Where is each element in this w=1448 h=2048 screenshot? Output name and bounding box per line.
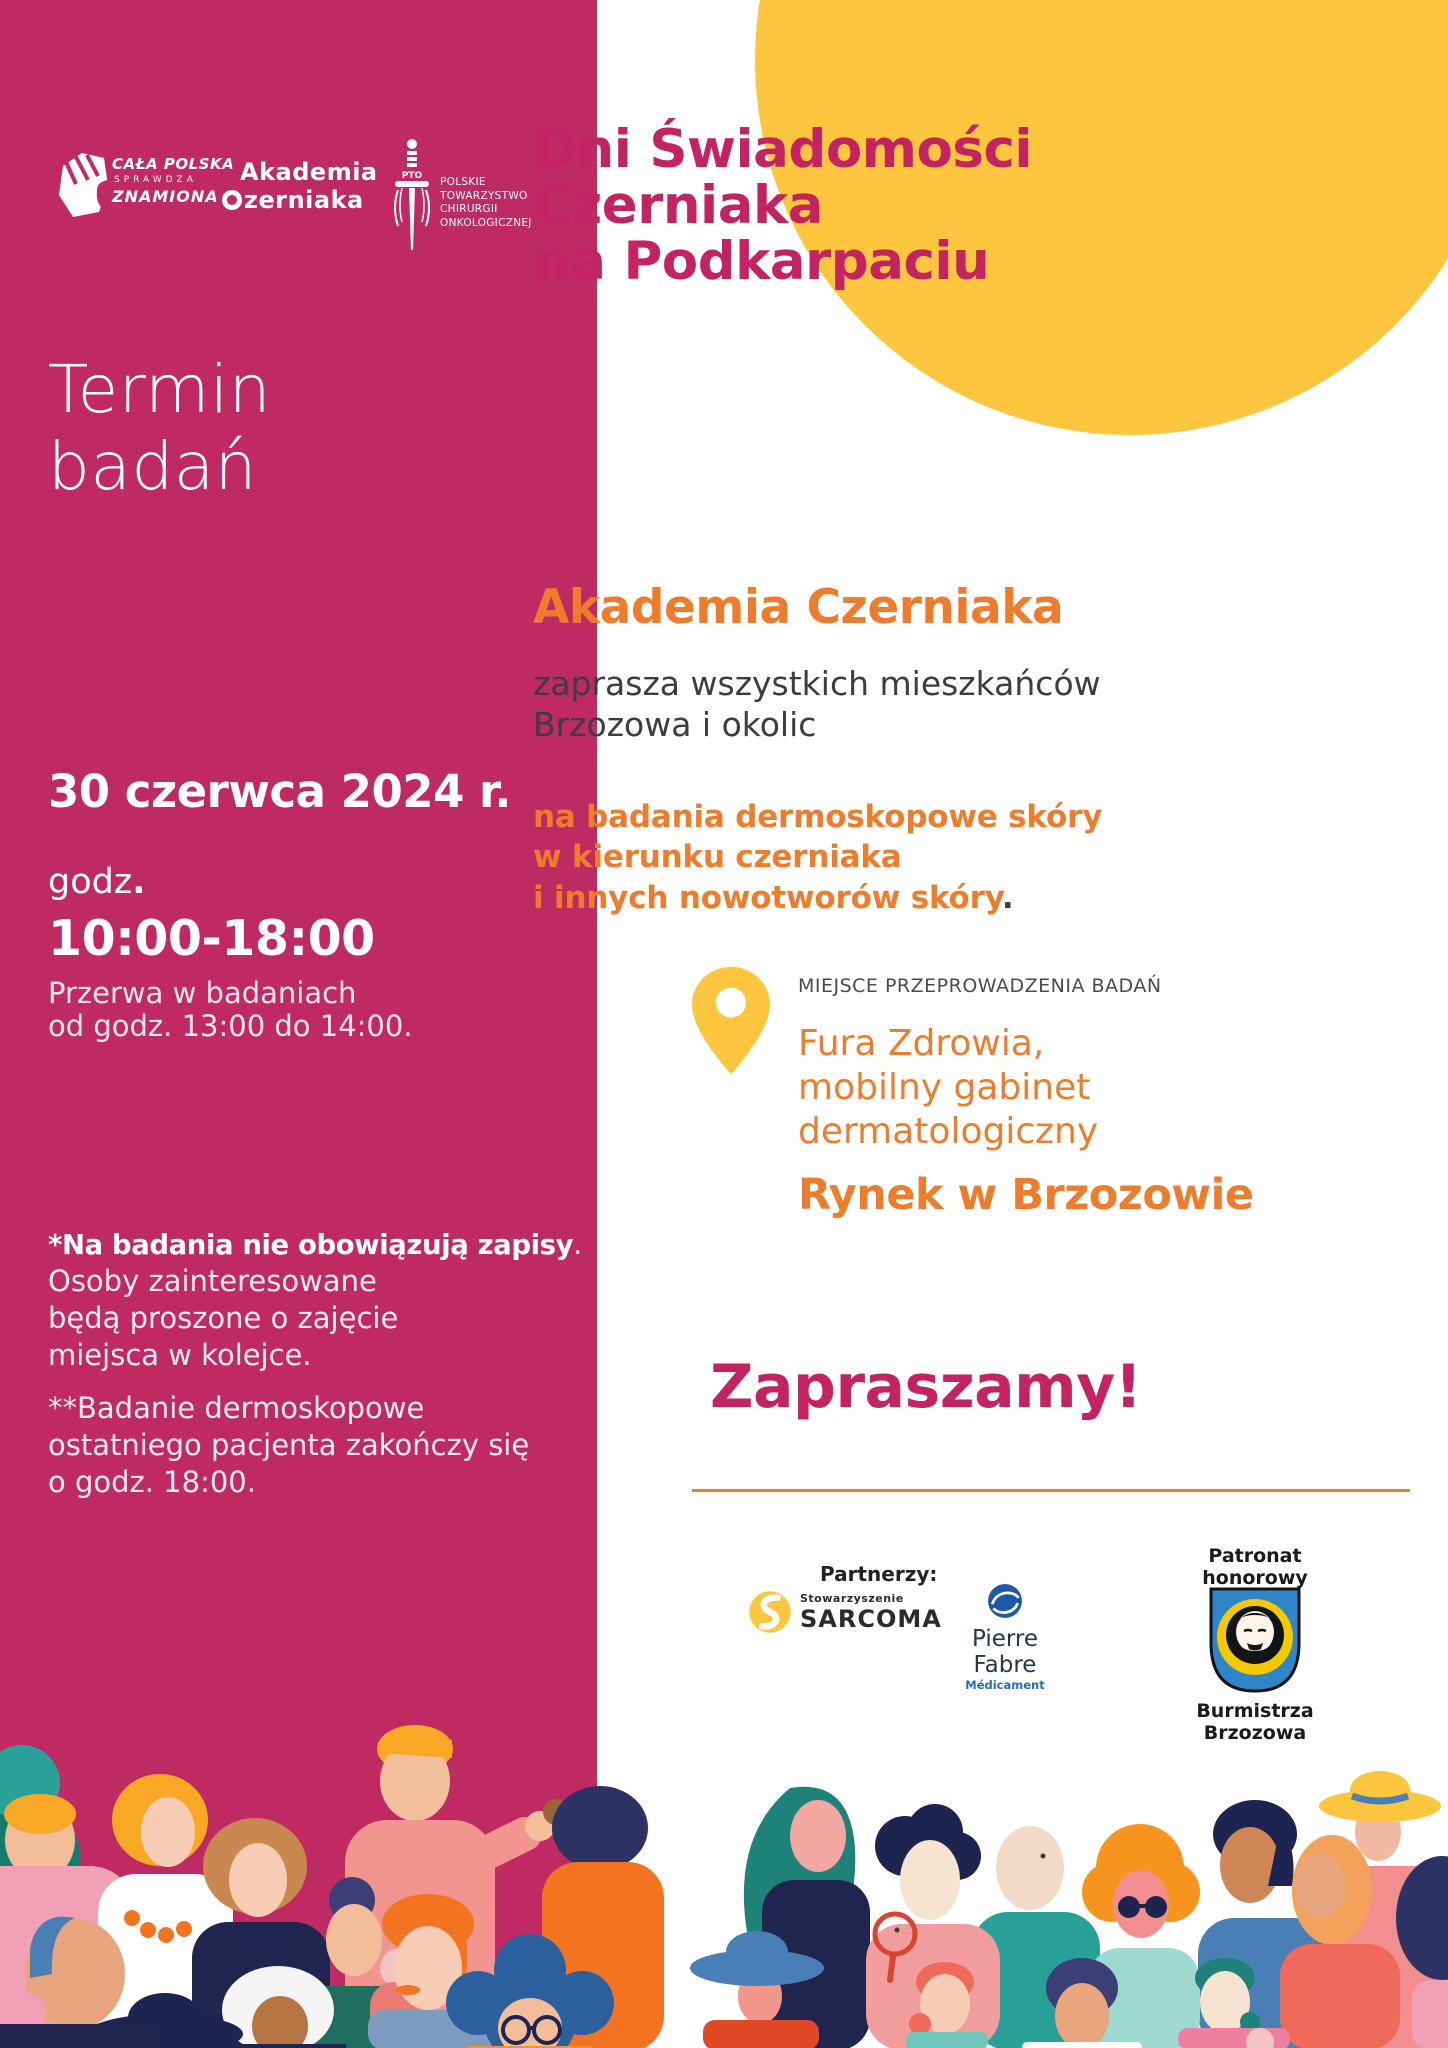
- note-no-registration: *Na badania nie obowiązują zapisy. Osoby zainteresowane będą proszone o zajęcie miejsca w kolejce.: [48, 1227, 583, 1372]
- note-last-patient: **Badanie dermoskopowe ostatniego pacjenta zakończy się o godz. 18:00.: [48, 1391, 530, 1499]
- page-title: Dni Świadomości Czerniaka na Podkarpaciu: [533, 119, 1033, 293]
- location-name: Fura Zdrowia, mobilny gabinet dermatologiczny: [798, 1023, 1099, 1152]
- exam-description: na badania dermoskopowe skóry w kierunku czerniaka i innych nowotworów skóry.: [533, 799, 1103, 916]
- poland-map-znamiona-icon: [56, 150, 110, 220]
- crowd-illustration: [0, 1618, 1448, 2048]
- logo-pierre-fabre: Pierre Fabre Médicament: [940, 1583, 1070, 1692]
- heading-termin-badan: Termin badań: [48, 351, 272, 505]
- logo-cala-polska-sprawdza-znamiona: [112, 155, 234, 206]
- closing-zapraszamy: Zapraszamy!: [710, 1352, 1142, 1422]
- pto-sword-icon: [390, 138, 434, 256]
- logo-pto-text: POLSKIE TOWARZYSTWO CHIRURGII ONKOLOGICZNEJ: [440, 176, 532, 229]
- dermatoscope-ring-icon: [222, 190, 242, 210]
- location-pin-icon: [692, 966, 770, 1088]
- exam-hours: 10:00-18:00: [48, 910, 375, 967]
- subtitle-akademia-czerniaka: Akademia Czerniaka: [533, 580, 1064, 635]
- time-label: godz.: [48, 862, 146, 902]
- pierre-fabre-icon: [987, 1583, 1023, 1619]
- break-note: Przerwa w badaniach od godz. 13:00 do 14:00.: [48, 976, 413, 1044]
- znamiona-line3: ZNAMIONA: [112, 187, 219, 206]
- akademia-line2: zerniaka: [222, 186, 378, 214]
- svg-text:PTO: PTO: [401, 171, 423, 181]
- location-label: MIEJSCE PRZEPROWADZENIA BADAŃ: [798, 975, 1162, 997]
- znamiona-line2: SPRAWDZA: [114, 175, 197, 185]
- znamiona-line1: CAŁA POLSKA: [112, 155, 235, 173]
- sarcoma-text: Stowarzyszenie SARCOMA: [800, 1591, 942, 1633]
- location-venue: Rynek w Brzozowie: [798, 1170, 1254, 1220]
- patronage-holder: Burmistrza Brzozowa: [1196, 1700, 1314, 1744]
- partners-label: Partnerzy:: [820, 1562, 938, 1586]
- akademia-line1: Akademia: [240, 158, 378, 186]
- exam-date: 30 czerwca 2024 r.: [48, 765, 511, 818]
- invitation-text: zaprasza wszystkich mieszkańców Brzozowa i okolic: [533, 664, 1101, 744]
- patronage-label: Patronat honorowy: [1202, 1545, 1308, 1589]
- orange-divider-line: [692, 1489, 1410, 1492]
- logo-akademia-czerniaka: [222, 158, 378, 214]
